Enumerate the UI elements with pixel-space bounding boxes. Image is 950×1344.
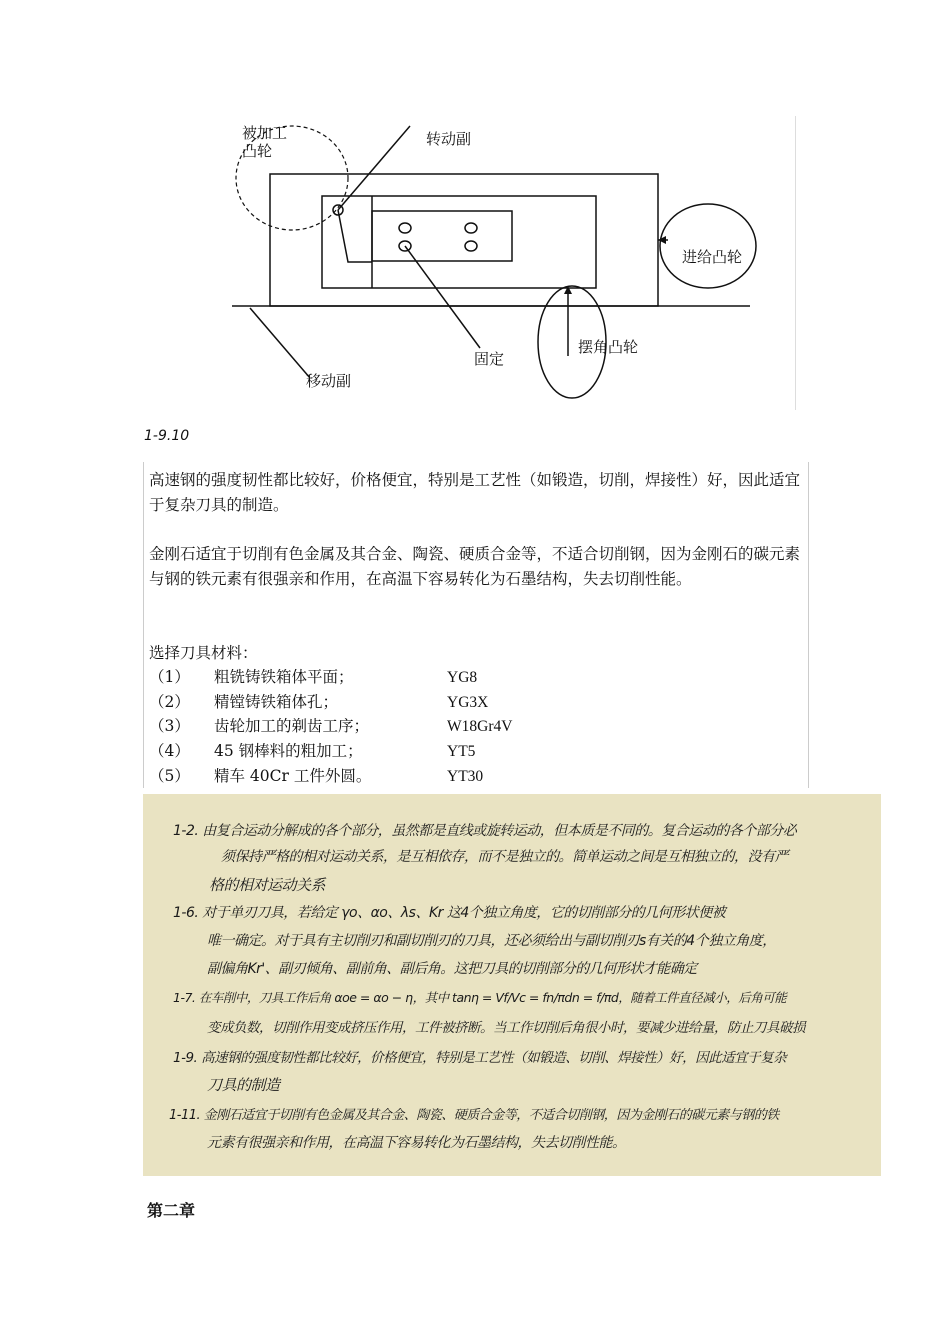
label-feed-cam: 进给凸轮 bbox=[682, 248, 743, 266]
handwritten-line: 1-6. 对于单刃刀具，若给定 γo、αo、λs、Kr 这4个独立角度，它的切削部分的几何形状便被 bbox=[173, 905, 726, 921]
selection-material: YT5 bbox=[447, 743, 476, 760]
selection-task: 粗铣铸铁箱体平面； bbox=[214, 668, 354, 686]
selection-task: 精车 40Cr 工件外圆。 bbox=[214, 767, 372, 785]
selection-row bbox=[149, 665, 649, 690]
selection-material: YG8 bbox=[447, 669, 478, 686]
selection-task: 精镗铸铁箱体孔； bbox=[214, 693, 339, 711]
selection-number: （4） bbox=[149, 742, 190, 760]
handwritten-line: 1-2. 由复合运动分解成的各个部分，虽然都是直线或旋转运动，但本质是不同的。复合运动的各个部分必 bbox=[173, 823, 797, 839]
answer-paragraph-hss: 高速钢的强度韧性都比较好，价格便宜，特别是工艺性（如锻造，切削，焊接性）好，因此适宜于复杂刀具的制造。 bbox=[149, 471, 801, 514]
handwritten-notes-photo bbox=[143, 794, 881, 1176]
handwritten-line: 变成负数，切削作用变成挤压作用，工件被挤断。当工作切削后角很小时，要减少进给量，防止刀具破损 bbox=[207, 1020, 805, 1036]
label-fixed: 固定 bbox=[474, 350, 505, 368]
handwritten-line: 1-9. 高速钢的强度韧性都比较好，价格便宜，特别是工艺性（如锻造、切削、焊接性）好，因此适宜于复杂 bbox=[173, 1050, 787, 1066]
select-title: 选择刀具材料： bbox=[149, 644, 258, 662]
selection-task: 45 钢棒料的粗加工； bbox=[214, 742, 363, 760]
selection-number: （2） bbox=[149, 693, 190, 711]
handwritten-line: 元素有很强亲和作用，在高温下容易转化为石墨结构，失去切削性能。 bbox=[207, 1135, 626, 1151]
chapter-heading: 第二章 bbox=[147, 1201, 196, 1220]
label-cam-workpiece: 被加工 凸轮 bbox=[242, 124, 288, 160]
selection-material: YG3X bbox=[447, 694, 489, 711]
handwritten-line: 须保持严格的相对运动关系，是互相依存，而不是独立的。简单运动之间是互相独立的，没有严 bbox=[221, 849, 788, 865]
selection-material: W18Gr4V bbox=[447, 718, 513, 735]
selection-number: （3） bbox=[149, 717, 190, 735]
handwritten-line: 副偏角Kr'、副刃倾角、副前角、副后角。这把刀具的切削部分的几何形状才能确定 bbox=[207, 961, 697, 977]
label-revolute-pair: 转动副 bbox=[426, 130, 472, 148]
handwritten-line: 1-11. 金刚石适宜于切削有色金属及其合金、陶瓷、硬质合金等，不适合切削钢，因为金刚石的碳元素与钢的铁 bbox=[169, 1108, 779, 1123]
label-swing-cam: 摆角凸轮 bbox=[578, 338, 639, 356]
mechanism-diagram bbox=[210, 116, 796, 410]
handwritten-line: 格的相对运动关系 bbox=[209, 876, 326, 894]
selection-row bbox=[149, 690, 649, 715]
section-label: 1-9.10 bbox=[144, 428, 190, 444]
selection-number: （1） bbox=[149, 668, 190, 686]
selection-material: YT30 bbox=[447, 768, 484, 785]
handwritten-line: 1-7. 在车削中，刀具工作后角 αoe = αo − η，其中 tanη = Vf/Vc = fn/πdn = f/πd，随着工件直径减小，后角可能 bbox=[173, 990, 787, 1005]
answer-box bbox=[143, 462, 809, 788]
label-prismatic-pair: 移动副 bbox=[306, 372, 352, 390]
selection-row bbox=[149, 714, 649, 739]
selection-row bbox=[149, 739, 649, 764]
selection-row bbox=[149, 764, 649, 789]
handwritten-line: 唯一确定。对于具有主切削刃和副切削刃的刀具，还必须给出与副切削刃s有关的4个独立角度， bbox=[207, 933, 776, 949]
selection-task: 齿轮加工的剃齿工序； bbox=[214, 717, 370, 735]
handwritten-line: 刀具的制造 bbox=[207, 1076, 280, 1094]
answer-paragraph-diamond: 金刚石适宜于切削有色金属及其合金、陶瓷、硬质合金等，不适合切削钢，因为金刚石的碳元素与钢的铁元素有很强亲和作用，在高温下容易转化为石墨结构，失去切削性能。 bbox=[149, 545, 801, 588]
selection-number: （5） bbox=[149, 767, 190, 785]
